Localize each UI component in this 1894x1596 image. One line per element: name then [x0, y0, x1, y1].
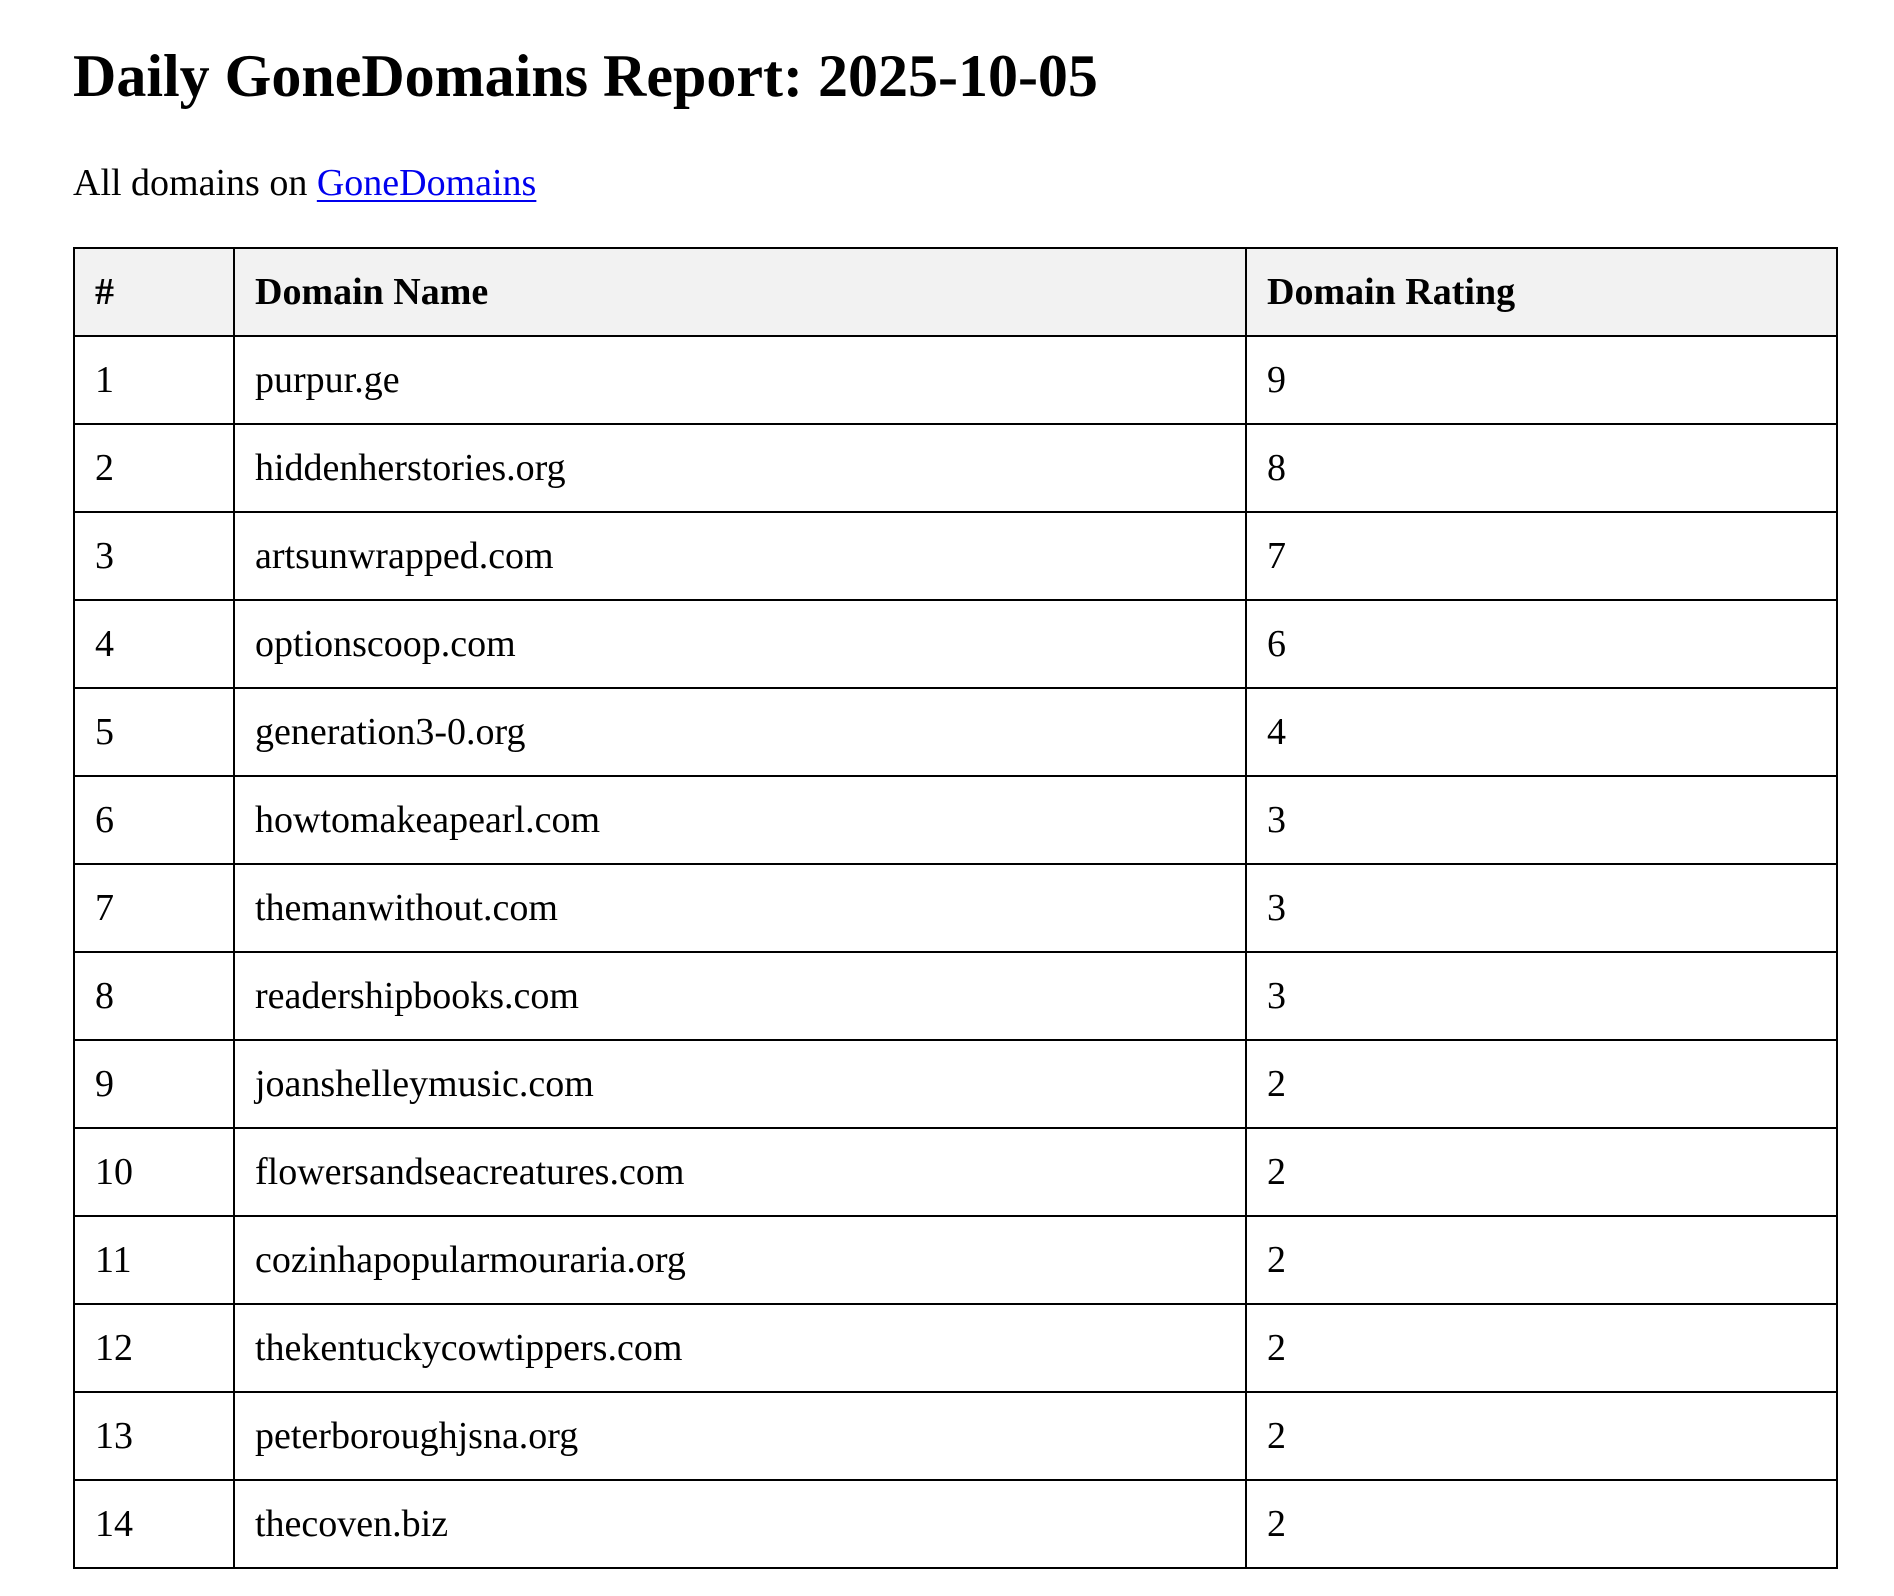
- domain-name-cell: generation3-0.org: [234, 688, 1246, 776]
- row-number-cell: 6: [74, 776, 234, 864]
- table-row: [74, 1480, 1837, 1568]
- domain-rating-cell: 2: [1246, 1480, 1837, 1568]
- table-row: [74, 336, 1837, 424]
- row-number-cell: 8: [74, 952, 234, 1040]
- intro-text: All domains on: [73, 162, 317, 204]
- domains-table: [73, 247, 1838, 1569]
- domain-name-cell: thecoven.biz: [234, 1480, 1246, 1568]
- domain-rating-cell: 2: [1246, 1392, 1837, 1480]
- domain-name-cell: cozinhapopularmouraria.org: [234, 1216, 1246, 1304]
- domain-rating-cell: 3: [1246, 776, 1837, 864]
- row-number-cell: 7: [74, 864, 234, 952]
- row-number-cell: 14: [74, 1480, 234, 1568]
- row-number-cell: 2: [74, 424, 234, 512]
- row-number-cell: 5: [74, 688, 234, 776]
- table-body: [74, 336, 1837, 1568]
- domain-name-cell: hiddenherstories.org: [234, 424, 1246, 512]
- row-number-cell: 11: [74, 1216, 234, 1304]
- table-row: [74, 864, 1837, 952]
- page-title: Daily GoneDomains Report: 2025-10-05: [73, 43, 1098, 109]
- domain-rating-cell: 4: [1246, 688, 1837, 776]
- gonedomains-link[interactable]: GoneDomains: [316, 162, 537, 204]
- table-row: [74, 1040, 1837, 1128]
- column-header-number: #: [74, 248, 234, 336]
- domain-rating-cell: 3: [1246, 864, 1837, 952]
- column-header-domain-rating: Domain Rating: [1246, 248, 1837, 336]
- domain-name-cell: themanwithout.com: [234, 864, 1246, 952]
- table-row: [74, 512, 1837, 600]
- table-row: [74, 1392, 1837, 1480]
- domains-table-wrapper: [73, 247, 1838, 1569]
- domain-name-cell: readershipbooks.com: [234, 952, 1246, 1040]
- domain-name-cell: joanshelleymusic.com: [234, 1040, 1246, 1128]
- domain-rating-cell: 2: [1246, 1040, 1837, 1128]
- row-number-cell: 13: [74, 1392, 234, 1480]
- row-number-cell: 4: [74, 600, 234, 688]
- domain-name-cell: purpur.ge: [234, 336, 1246, 424]
- intro-line: [73, 160, 536, 206]
- table-row: [74, 600, 1837, 688]
- table-row: [74, 776, 1837, 864]
- domain-name-cell: peterboroughjsna.org: [234, 1392, 1246, 1480]
- domain-rating-cell: 8: [1246, 424, 1837, 512]
- domain-rating-cell: 7: [1246, 512, 1837, 600]
- domain-rating-cell: 2: [1246, 1216, 1837, 1304]
- table-row: [74, 1216, 1837, 1304]
- row-number-cell: 10: [74, 1128, 234, 1216]
- domain-name-cell: optionscoop.com: [234, 600, 1246, 688]
- domain-rating-cell: 2: [1246, 1304, 1837, 1392]
- table-row: [74, 1304, 1837, 1392]
- domain-name-cell: howtomakeapearl.com: [234, 776, 1246, 864]
- row-number-cell: 9: [74, 1040, 234, 1128]
- table-row: [74, 688, 1837, 776]
- table-row: [74, 424, 1837, 512]
- row-number-cell: 3: [74, 512, 234, 600]
- row-number-cell: 12: [74, 1304, 234, 1392]
- domain-name-cell: thekentuckycowtippers.com: [234, 1304, 1246, 1392]
- domain-name-cell: artsunwrapped.com: [234, 512, 1246, 600]
- column-header-domain-name: Domain Name: [234, 248, 1246, 336]
- domain-rating-cell: 6: [1246, 600, 1837, 688]
- domain-rating-cell: 3: [1246, 952, 1837, 1040]
- domain-rating-cell: 9: [1246, 336, 1837, 424]
- domain-name-cell: flowersandseacreatures.com: [234, 1128, 1246, 1216]
- table-row: [74, 1128, 1837, 1216]
- table-row: [74, 952, 1837, 1040]
- table-header-row: [74, 248, 1837, 336]
- domain-rating-cell: 2: [1246, 1128, 1837, 1216]
- row-number-cell: 1: [74, 336, 234, 424]
